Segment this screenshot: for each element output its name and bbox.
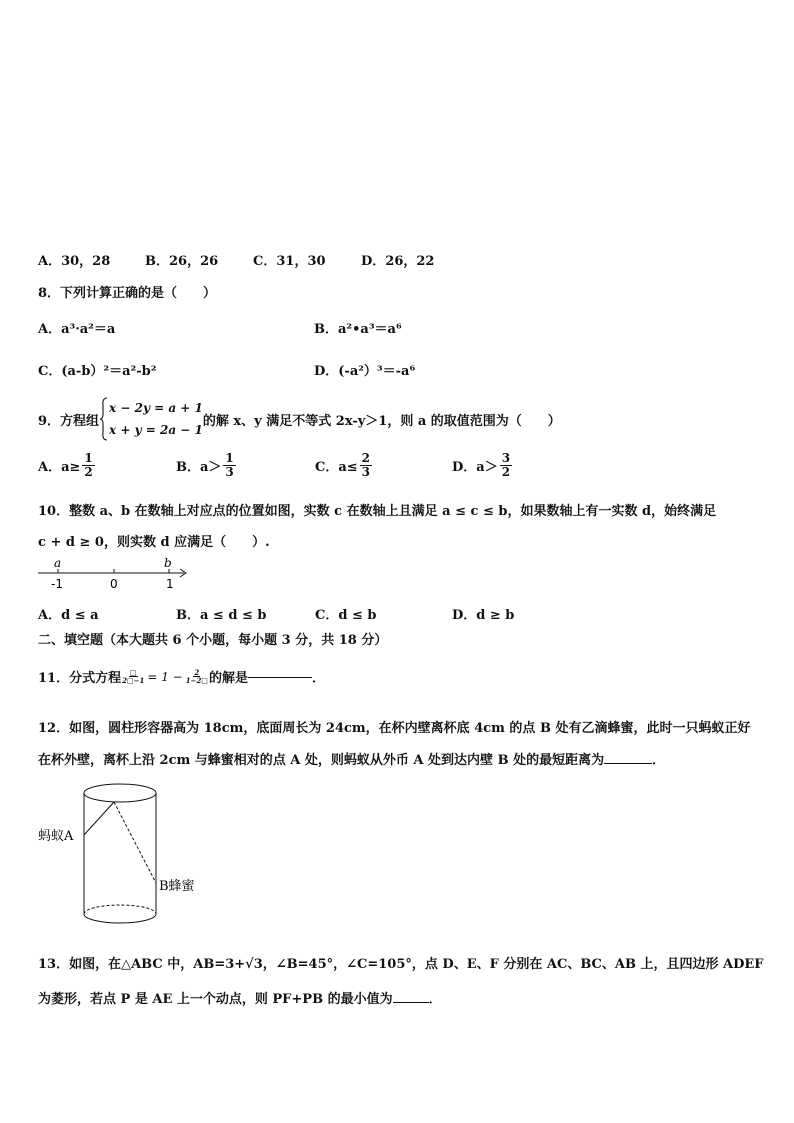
q11-prefix: 11．分式方程 [38,671,122,686]
q8-option-c: C．(a-b）²＝a²-b² [38,364,157,379]
q10-line2: c + d ≥ 0，则实数 d 应满足（ ）. [38,535,270,550]
q12-line2-text: 在杯外壁，离杯上沿 2cm 与蜂蜜相对的点 A 处，则蚂蚁从外币 A 处到达内壁 B 处的最短距离为 [38,753,605,768]
number-line-label-b: b [164,556,172,570]
q7-option-c: C．31，30 [253,254,326,269]
number-line-figure [30,553,200,593]
q9-suffix: 的解 x、y 满足不等式 2x-y＞1，则 a 的取值范围为（ ） [202,413,561,429]
q8-stem: 8．下列计算正确的是（ ） [38,286,217,301]
q9-option-b [176,452,238,478]
q10-option-b: B．a ≤ d ≤ b [176,608,267,623]
q8-option-b: B．a²•a³＝a⁶ [314,322,402,337]
q9-option-a [38,452,97,478]
q9-stem [38,396,561,442]
q9-option-d-numerator: 3 [501,451,511,465]
q13-end: ． [428,992,442,1007]
q9-option-c-label: C．a≤ [315,459,358,475]
q9-option-c-numerator: 2 [361,451,371,465]
q11-fraction1-denominator: 2□−1 [122,676,145,685]
section2-header: 二、填空题（本大题共 6 个小题，每小题 3 分，共 18 分） [38,633,388,648]
number-line-label-a: a [54,556,62,570]
q9-prefix: 9．方程组 [38,413,100,429]
q7-option-b: B．26，26 [145,254,219,269]
q11-fraction2-denominator: 1−2□ [185,676,208,685]
q11-suffix: 的解是 [208,671,248,686]
q9-option-d [452,452,514,478]
q11-eq-mid: = 1 − [147,669,183,684]
q9-option-d-label: D．a＞ [452,459,498,475]
q13-line2-text: 为菱形，若点 P 是 AE 上一个动点，则 PF+PB 的最小值为 [38,992,393,1007]
q7-option-a: A．30，28 [38,254,111,269]
cylinder-figure [34,780,214,930]
q9-option-b-denominator: 3 [225,464,234,479]
q10-line1: 10．整数 a、b 在数轴上对应点的位置如图，实数 c 在数轴上且满足 a ≤ c ≤ b，如果数轴上有一实数 d，始终满足 [38,504,717,519]
q9-option-d-denominator: 2 [501,464,511,479]
q9-eq1: x − 2y = a + 1 [109,401,203,415]
q12-line2 [38,749,665,768]
q9-option-c [315,452,374,478]
q10-option-c: C．d ≤ b [315,608,377,623]
q9-option-a-denominator: 2 [84,464,93,479]
ant-path-dashed [114,802,156,883]
cylinder-label-honey: B蜂蜜 [159,879,195,894]
q13-answer-blank[interactable] [393,1001,429,1003]
q11-fraction2-numerator: 2 [194,667,200,677]
cylinder-label-ant: 蚂蚁A [38,829,74,844]
q11-fraction1-numerator: □ [129,667,137,677]
q12-answer-blank[interactable] [604,762,652,764]
q8-option-a: A．a³·a²＝a [38,322,116,337]
number-line-tick-0: 0 [110,577,118,591]
number-line-tick-neg1: -1 [51,577,63,591]
q9-equation-system [99,396,203,442]
q8-option-d: D．(-a²）³＝-a⁶ [314,364,416,379]
brace-icon [99,396,109,442]
cylinder-bottom-front [84,914,156,923]
q13-line2 [38,988,442,1007]
q9-option-a-numerator: 1 [84,451,93,465]
q12-end: ． [652,753,666,768]
q11-stem [38,667,325,686]
q13-line1: 13．如图，在△ABC 中，AB=3+√3，∠B=45°，∠C=105°，点 D、E、F 分别在 AC、BC、AB 上，且四边形 ADEF [38,957,764,972]
q9-option-a-label: A．a≥ [38,459,81,475]
number-line-tick-1: 1 [166,577,174,591]
q7-option-d: D．26，22 [361,254,435,269]
q11-end: ． [311,671,325,686]
q9-option-b-numerator: 1 [225,451,234,465]
q11-answer-blank[interactable] [248,676,312,678]
ant-path-solid [84,802,114,835]
q10-option-d: D．d ≥ b [452,608,515,623]
q9-option-c-denominator: 3 [361,464,371,479]
q10-option-a: A．d ≤ a [38,608,99,623]
q12-line1: 12．如图，圆柱形容器高为 18cm，底面周长为 24cm，在杯内壁离杯底 4cm 的点 B 处有乙滴蜂蜜，此时一只蚂蚁正好 [38,721,751,736]
q9-eq2: x + y = 2a − 1 [109,423,203,437]
q9-option-b-label: B．a＞ [176,459,222,475]
cylinder-bottom-back [84,905,156,914]
cylinder-top-ellipse [84,784,156,802]
